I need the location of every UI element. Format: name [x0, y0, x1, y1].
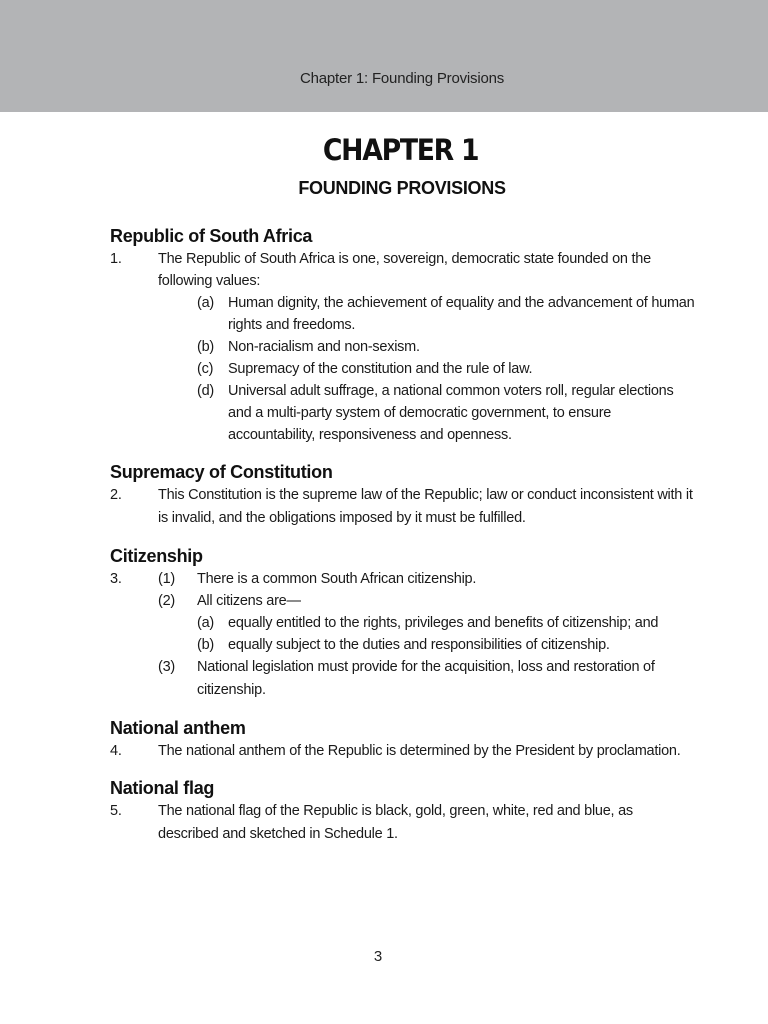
provision-text: This Constitution is the supreme law of the Republic; law or conduct inconsistent with it is invalid, and the obligations imposed by it must be fulfilled. [158, 487, 693, 526]
item-label: (b) [197, 637, 214, 653]
provision-number: 5. [110, 803, 122, 819]
chapter-title: CHAPTER 1 [322, 133, 479, 167]
provision-2 [110, 484, 695, 530]
section-heading: Republic of South Africa [110, 226, 313, 246]
item-label: (c) [197, 361, 214, 377]
provision-1 [110, 248, 695, 292]
document-body [110, 224, 695, 860]
list-item [197, 292, 695, 336]
subsection [110, 590, 695, 612]
provision-text: The Republic of South Africa is one, sovereign, democratic state founded on the following values: [158, 251, 651, 289]
list-item [197, 612, 695, 634]
section-heading: National flag [110, 778, 215, 798]
subsection-text: All citizens are— [197, 593, 301, 609]
item-text: equally entitled to the rights, privileges and benefits of citizenship; and [228, 615, 659, 631]
item-label: (b) [197, 339, 214, 355]
item-label: (d) [197, 383, 214, 399]
section-heading: Supremacy of Constitution [110, 462, 333, 482]
provision-text: The national anthem of the Republic is determined by the President by proclamation. [158, 743, 681, 759]
provision-text: The national flag of the Republic is black, gold, green, white, red and blue, as described and sketched in Schedule 1. [158, 803, 633, 842]
page-number [0, 948, 768, 965]
subsection-text: National legislation must provide for the acquisition, loss and restoration of citizenship. [197, 659, 655, 698]
subsection [110, 656, 695, 702]
item-text: Universal adult suffrage, a national common voters roll, regular elections and a multi-party system of democratic government, to ensure accountability, responsiveness and openness. [228, 383, 674, 443]
list-item [197, 380, 695, 446]
section-anthem [110, 716, 695, 762]
section-flag [110, 776, 695, 846]
section-supremacy [110, 460, 695, 530]
item-text: Human dignity, the achievement of equality and the advancement of human rights and freedoms. [228, 295, 695, 333]
chapter-subtitle: FOUNDING PROVISIONS [298, 178, 506, 198]
provision-4 [110, 740, 695, 762]
item-text: Supremacy of the constitution and the rule of law. [228, 361, 533, 377]
provision-5 [110, 800, 695, 846]
item-text: Non-racialism and non-sexism. [228, 339, 420, 355]
list-item [197, 634, 695, 656]
item-text: equally subject to the duties and responsibilities of citizenship. [228, 637, 610, 653]
provision-3 [110, 568, 695, 590]
provision-number: 1. [110, 251, 122, 267]
running-head: Chapter 1: Founding Provisions [299, 70, 505, 87]
provision-number: 4. [110, 743, 122, 759]
header-band [0, 0, 768, 112]
section-heading: Citizenship [110, 546, 203, 566]
section-citizenship [110, 544, 695, 702]
item-label: (a) [197, 295, 214, 311]
provision-number: 2. [110, 487, 122, 503]
section-republic [110, 224, 695, 446]
list-item [197, 336, 695, 358]
subsection-text: There is a common South African citizenship. [197, 571, 477, 587]
subsection-label: (2) [158, 593, 175, 609]
list-item [197, 358, 695, 380]
page-number-text: 3 [373, 948, 383, 965]
item-label: (a) [197, 615, 214, 631]
subsection-label: (1) [158, 571, 175, 587]
provision-number: 3. [110, 571, 122, 587]
section-heading: National anthem [110, 718, 246, 738]
subsection-label: (3) [158, 659, 175, 675]
